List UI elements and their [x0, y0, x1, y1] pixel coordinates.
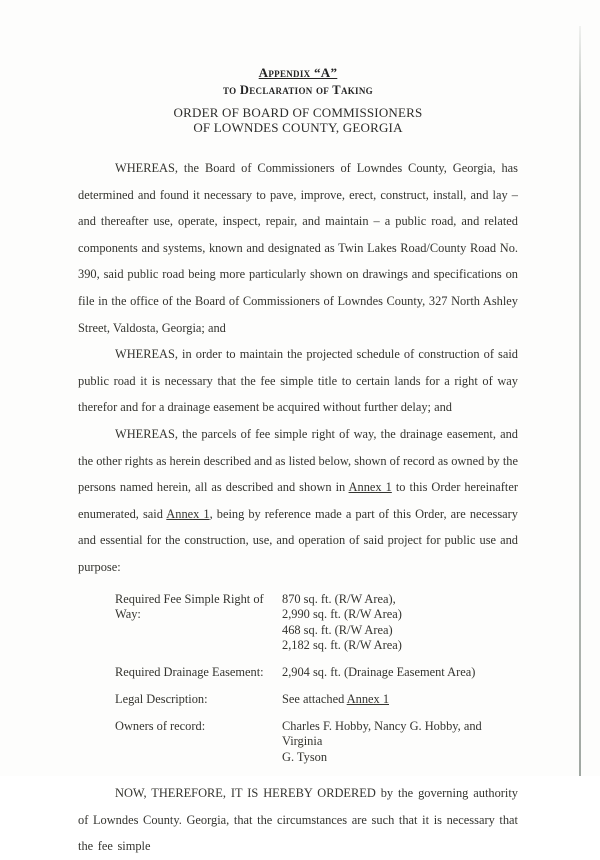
- drainage-easement-label: Required Drainage Easement:: [115, 665, 264, 680]
- order-title-line1: ORDER OF BOARD OF COMMISSIONERS: [173, 105, 423, 120]
- owners-value-line: Charles F. Hobby, Nancy G. Hobby, and Virginia: [282, 718, 482, 749]
- document-content: [78, 64, 518, 860]
- order-title-line2: OF LOWNDES COUNTY, GEORGIA: [193, 119, 403, 135]
- paragraph-whereas-2: WHEREAS, in order to maintain the projected schedule of construction of said public road it is necessary that the fee simple title to certain lands for a right of way therefor and for a drainage easement be acquired without further delay; and: [78, 347, 518, 415]
- schedule-row-legal-description: [78, 692, 518, 707]
- owners-value-line: G. Tyson: [282, 749, 328, 764]
- owners-of-record-value: [282, 719, 518, 765]
- appendix-title: Appendix “A”: [258, 65, 338, 80]
- schedule-row-right-of-way: [78, 592, 518, 654]
- appendix-subtitle: to Declaration of Taking: [223, 83, 373, 97]
- paragraph-whereas-3: WHEREAS, the parcels of fee simple right of way, the drainage easement, and the other rights as herein described and as listed below, shown of record as owned by the persons named herein, all as described and shown in Annex 1 to this Order hereinafter enumerated, said Annex 1, being by reference made a part of this Order, are necessary and essential for the construction, use, and operation of said project for public use and purpose:: [78, 426, 519, 574]
- document-header: [78, 64, 518, 135]
- acquisition-schedule: [78, 592, 518, 765]
- order-title: [78, 106, 518, 135]
- paragraph-whereas-1: WHEREAS, the Board of Commissioners of Lowndes County, Georgia, has determined and found it necessary to pave, improve, erect, construct, install, and lay – and thereafter use, operate, inspect, repair, and maintain – a public road, and related components and systems, known and designated as Twin Lakes Road/County Road No. 390, said public road being more particularly shown on drawings and specifications on file in the office of the Board of Commissioners of Lowndes County, 327 North Ashley Street, Valdosta, Georgia; and: [78, 161, 518, 335]
- right-of-way-label: Required Fee Simple Right of Way:: [115, 592, 264, 622]
- scan-edge-artifact: [579, 26, 581, 776]
- paragraph-now-therefore: NOW, THEREFORE, IT IS HEREBY ORDERED by the governing authority of Lowndes County. Georgia, that the circumstances are such that it is necessary that the fee simple: [78, 786, 518, 854]
- owners-of-record-label: Owners of record:: [115, 718, 206, 733]
- schedule-row-drainage-easement: [78, 665, 518, 680]
- right-of-way-value-line: 2,182 sq. ft. (R/W Area): [282, 638, 402, 653]
- schedule-row-owners: [78, 719, 518, 765]
- right-of-way-value-line: 2,990 sq. ft. (R/W Area): [282, 607, 402, 622]
- document-body: [78, 155, 518, 581]
- legal-description-label: Legal Description:: [115, 692, 208, 707]
- right-of-way-value-line: 870 sq. ft. (R/W Area),: [282, 592, 396, 606]
- document-body-continued: [78, 780, 518, 860]
- right-of-way-values: [282, 592, 518, 654]
- right-of-way-value-line: 468 sq. ft. (R/W Area): [282, 622, 393, 637]
- drainage-easement-value: 2,904 sq. ft. (Drainage Easement Area): [282, 665, 476, 680]
- legal-description-value: See attached Annex 1: [282, 692, 390, 707]
